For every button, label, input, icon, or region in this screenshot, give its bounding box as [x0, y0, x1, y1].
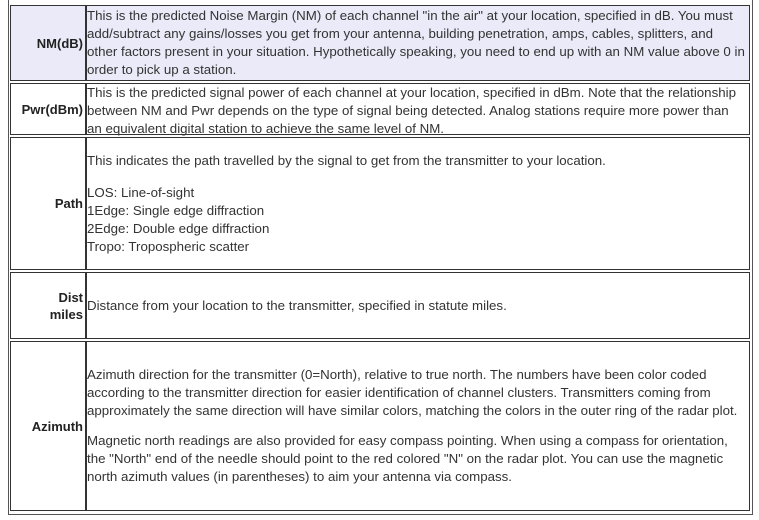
table-row-dist: [9, 272, 752, 339]
azimuth-paragraph-2: Magnetic north readings are also provided for easy compass pointing. When using a compass for orientation, the "North" end of the needle should point to the red colored "N" on the radar plot. You can use the magnetic north azimuth values (in parentheses) to aim your antenna via compass.: [87, 433, 728, 484]
table-row-nm: [9, 5, 752, 81]
azimuth-paragraph-1: Azimuth direction for the transmitter (0=North), relative to true north. The numbers have been color coded according to the transmitter direction for easier identification of channel clusters. Transmitters coming from approximately the same direction will have similar colors, matching the colors in the outer ring of the radar plot.: [87, 367, 738, 418]
table-row-pwr: [9, 83, 752, 135]
row-label-azimuth: Azimuth: [10, 341, 86, 511]
row-desc-path: [86, 137, 750, 270]
path-item-tropo: Tropo: Tropospheric scatter: [87, 238, 250, 254]
row-label-nm: NM(dB): [10, 5, 86, 81]
table-row-azimuth: [9, 341, 752, 511]
row-label-dist-line2: miles: [49, 306, 83, 322]
row-label-pwr: Pwr(dBm): [10, 83, 86, 135]
path-item-los: LOS: Line-of-sight: [87, 184, 195, 200]
row-desc-dist: Distance from your location to the transmitter, specified in statute miles.: [86, 272, 750, 339]
row-label-path: Path: [10, 137, 86, 270]
table-row-path: [9, 137, 752, 270]
path-intro: This indicates the path travelled by the signal to get from the transmitter to your location.: [87, 152, 606, 168]
legend-table: [8, 0, 753, 515]
row-desc-pwr: This is the predicted signal power of each channel at your location, specified in dBm. Note that the relationship between NM and Pwr depends on the type of signal being detected. Analog stations require more power than an equivalent digital station to achieve the same level of NM.: [86, 83, 750, 135]
row-label-dist-line1: Dist: [58, 289, 83, 305]
row-desc-azimuth: [86, 341, 750, 511]
row-desc-nm: This is the predicted Noise Margin (NM) of each channel "in the air" at your location, specified in dB. You must add/subtract any gains/losses you get from your antenna, building penetration, amps, cables, splitters, and other factors present in your situation. Hypothetically speaking, you need to end up with an NM value above 0 in order to pick up a station.: [86, 5, 750, 81]
path-item-1edge: 1Edge: Single edge diffraction: [87, 202, 265, 218]
row-label-dist: [10, 272, 86, 339]
path-item-2edge: 2Edge: Double edge diffraction: [87, 220, 270, 236]
